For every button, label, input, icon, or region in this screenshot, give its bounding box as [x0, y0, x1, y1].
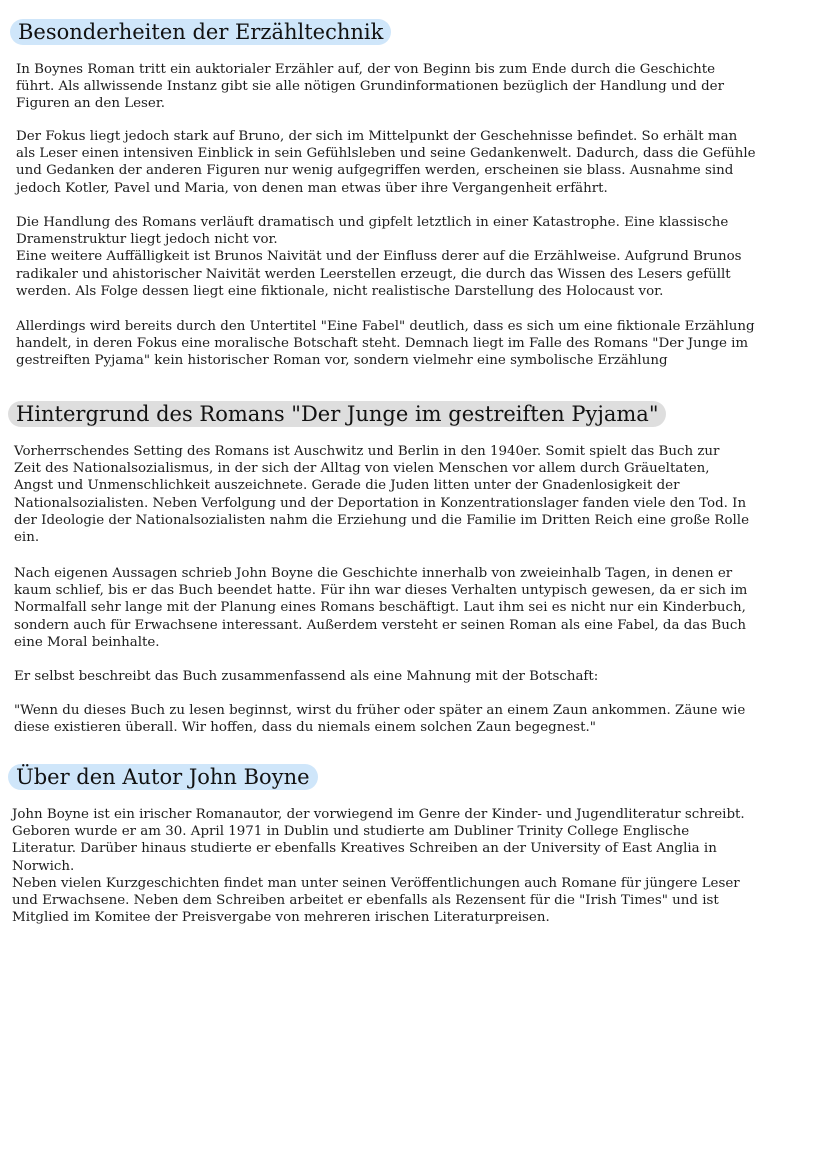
text-line: Norwich.	[12, 858, 75, 874]
paragraph-hintergrund-1	[14, 443, 749, 546]
text-line: Angst und Unmenschlichkeit auszeichnete. Gerade die Juden litten unter der Gnadenlosigkeit der	[14, 478, 680, 494]
text-line: der Ideologie der Nationalsozialisten nahm die Erziehung und die Familie im Dritten Reich eine große Rolle	[14, 512, 749, 528]
section-heading-hintergrund: Hintergrund des Romans "Der Junge im gestreiften Pyjama"	[8, 401, 666, 427]
text-line: In Boynes Roman tritt ein auktorialer Erzähler auf, der von Beginn bis zum Ende durch die Geschichte	[16, 62, 716, 77]
paragraph-autor-1	[12, 806, 745, 926]
paragraph-hintergrund-2	[14, 565, 747, 651]
text-line: handelt, in deren Fokus eine moralische Botschaft steht. Demnach liegt im Falle des Romans "Der Junge im	[16, 336, 749, 352]
text-line: ein.	[14, 530, 40, 546]
text-line: Die Handlung des Romans verläuft dramatisch und gipfelt letztlich in einer Katastrophe. Eine klassische	[16, 215, 729, 230]
quote-boyne	[14, 702, 745, 736]
paragraph-erzaehltechnik-4	[16, 318, 755, 370]
text-line: werden. Als Folge dessen liegt eine fiktionale, nicht realistische Darstellung des Holocaust vor.	[16, 283, 664, 299]
text-line: und Erwachsene. Neben dem Schreiben arbeitet er ebenfalls als Rezensent für die "Irish Times" und ist	[12, 893, 719, 909]
text-line: Eine weitere Auffälligkeit ist Brunos Naivität und der Einfluss derer auf die Erzählweise. Aufgrund Brunos	[16, 249, 742, 265]
paragraph-erzaehltechnik-1	[16, 61, 724, 113]
text-line: "Wenn du dieses Buch zu lesen beginnst, wirst du früher oder später an einem Zaun ankommen. Zäune wie	[14, 703, 746, 718]
text-line: Dramenstruktur liegt jedoch nicht vor.	[16, 232, 278, 248]
text-line: John Boyne ist ein irischer Romanautor, der vorwiegend im Genre der Kinder- und Jugendliteratur schreibt.	[12, 807, 745, 822]
paragraph-erzaehltechnik-2	[16, 128, 756, 197]
paragraph-hintergrund-3	[14, 668, 598, 685]
text-line: Der Fokus liegt jedoch stark auf Bruno, der sich im Mittelpunkt der Geschehnisse befindet. So erhält man	[16, 129, 738, 144]
text-line: als Leser einen intensiven Einblick in sein Gefühlsleben und seine Gedankenwelt. Dadurch, dass die Gefühle	[16, 146, 756, 162]
text-line: eine Moral beinhalte.	[14, 634, 160, 650]
text-line: Allerdings wird bereits durch den Untertitel "Eine Fabel" deutlich, dass es sich um eine fiktionale Erzählung	[16, 319, 755, 334]
text-line: Figuren an den Leser.	[16, 96, 166, 112]
text-line: gestreiften Pyjama" kein historischer Roman vor, sondern vielmehr eine symbolische Erzählung	[16, 353, 668, 369]
text-line: Vorherrschendes Setting des Romans ist Auschwitz und Berlin in den 1940er. Somit spielt das Buch zur	[14, 444, 720, 459]
paragraph-erzaehltechnik-3	[16, 214, 742, 300]
text-line: jedoch Kotler, Pavel und Maria, von denen man etwas über ihre Vergangenheit erfährt.	[16, 180, 608, 196]
text-line: Normalfall sehr lange mit der Planung eines Romans beschäftigt. Laut ihm sei es nicht nur ein Kinderbuch,	[14, 600, 746, 616]
text-line: radikaler und ahistorischer Naivität werden Leerstellen erzeugt, die durch das Wissen des Lesers gefüllt	[16, 266, 731, 282]
text-line: und Gedanken der anderen Figuren nur wenig aufgegriffen werden, erscheinen sie blass. Ausnahme sind	[16, 163, 734, 179]
text-line: führt. Als allwissende Instanz gibt sie alle nötigen Grundinformationen bezüglich der Handlung und der	[16, 79, 724, 95]
text-line: sondern auch für Erwachsene interessant. Außerdem versteht er seinen Roman als eine Fabel, da das Buch	[14, 617, 746, 633]
text-line: Mitglied im Komitee der Preisvergabe von mehreren irischen Literaturpreisen.	[12, 910, 550, 926]
text-line: Literatur. Darüber hinaus studierte er ebenfalls Kreatives Schreiben an der University of East Anglia in	[12, 841, 717, 857]
text-line: Er selbst beschreibt das Buch zusammenfassend als eine Mahnung mit der Botschaft:	[14, 669, 599, 684]
text-line: kaum schlief, bis er das Buch beendet hatte. Für ihn war dieses Verhalten untypisch gewesen, da er sich im	[14, 583, 748, 599]
text-line: Geboren wurde er am 30. April 1971 in Dublin und studierte am Dubliner Trinity College Englische	[12, 824, 690, 840]
text-line: Neben vielen Kurzgeschichten findet man unter seinen Veröffentlichungen auch Romane für jüngere Leser	[12, 875, 740, 891]
text-line: Nach eigenen Aussagen schrieb John Boyne die Geschichte innerhalb von zweieinhalb Tagen, in denen er	[14, 566, 733, 581]
section-heading-autor: Über den Autor John Boyne	[8, 764, 318, 790]
section-heading-erzaehltechnik: Besonderheiten der Erzähltechnik	[10, 19, 391, 45]
text-line: diese existieren überall. Wir hoffen, dass du niemals einem solchen Zaun begegnest."	[14, 720, 596, 736]
text-line: Nationalsozialisten. Neben Verfolgung und der Deportation in Konzentrationslager fanden viele den Tod. In	[14, 495, 747, 511]
text-line: Zeit des Nationalsozialismus, in der sich der Alltag von vielen Menschen vor allem durch Gräueltaten,	[14, 461, 710, 477]
